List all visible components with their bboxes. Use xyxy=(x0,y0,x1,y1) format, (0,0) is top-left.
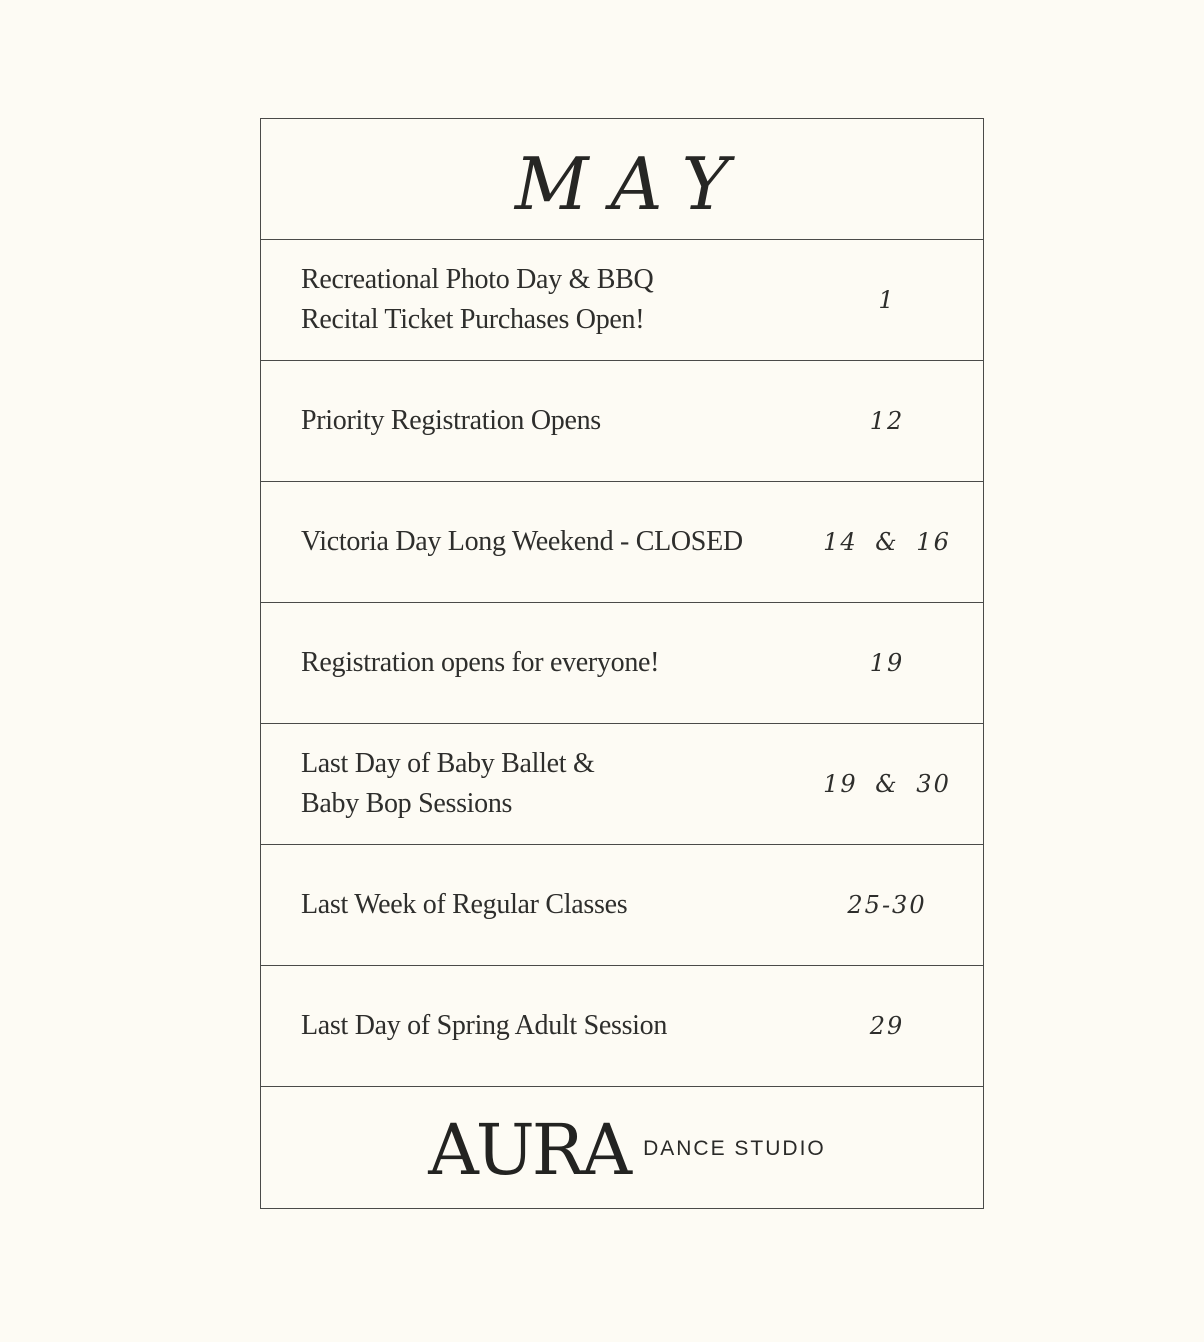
event-row xyxy=(261,845,983,966)
event-line: Recreational Photo Day & BBQ xyxy=(301,264,654,295)
month-title: MAY xyxy=(514,142,752,226)
event-date: 19 xyxy=(869,649,905,677)
event-row xyxy=(261,724,983,845)
event-description xyxy=(301,482,801,602)
logo-tagline: DANCE STUDIO xyxy=(643,1136,826,1160)
event-line: Recital Ticket Purchases Open! xyxy=(301,304,645,335)
event-date: 1 xyxy=(878,286,896,314)
event-date: 12 xyxy=(869,407,905,435)
event-row xyxy=(261,482,983,603)
event-date: 25-30 xyxy=(847,891,927,919)
event-line: Last Week of Regular Classes xyxy=(301,889,628,920)
event-row xyxy=(261,603,983,724)
calendar-table xyxy=(260,118,984,1209)
event-line: Last Day of Spring Adult Session xyxy=(301,1010,668,1041)
event-line: Last Day of Baby Ballet & xyxy=(301,748,595,779)
event-line: Priority Registration Opens xyxy=(301,405,601,436)
event-row xyxy=(261,240,983,361)
event-description xyxy=(301,240,801,360)
event-date: 29 xyxy=(869,1012,905,1040)
brand-footer xyxy=(261,1087,983,1208)
event-date: 14 & 16 xyxy=(823,528,951,556)
event-date: 19 & 30 xyxy=(823,770,951,798)
event-line: Victoria Day Long Weekend - CLOSED xyxy=(301,526,743,557)
logo-wordmark: AURA xyxy=(428,1108,630,1191)
event-description xyxy=(301,845,801,965)
studio-logo xyxy=(428,1108,826,1191)
event-description xyxy=(301,966,801,1086)
month-header xyxy=(261,119,983,240)
event-line: Registration opens for everyone! xyxy=(301,647,660,678)
event-description xyxy=(301,361,801,481)
event-description xyxy=(301,603,801,723)
event-line: Baby Bop Sessions xyxy=(301,788,513,819)
event-description xyxy=(301,724,801,844)
event-row xyxy=(261,966,983,1087)
event-row xyxy=(261,361,983,482)
